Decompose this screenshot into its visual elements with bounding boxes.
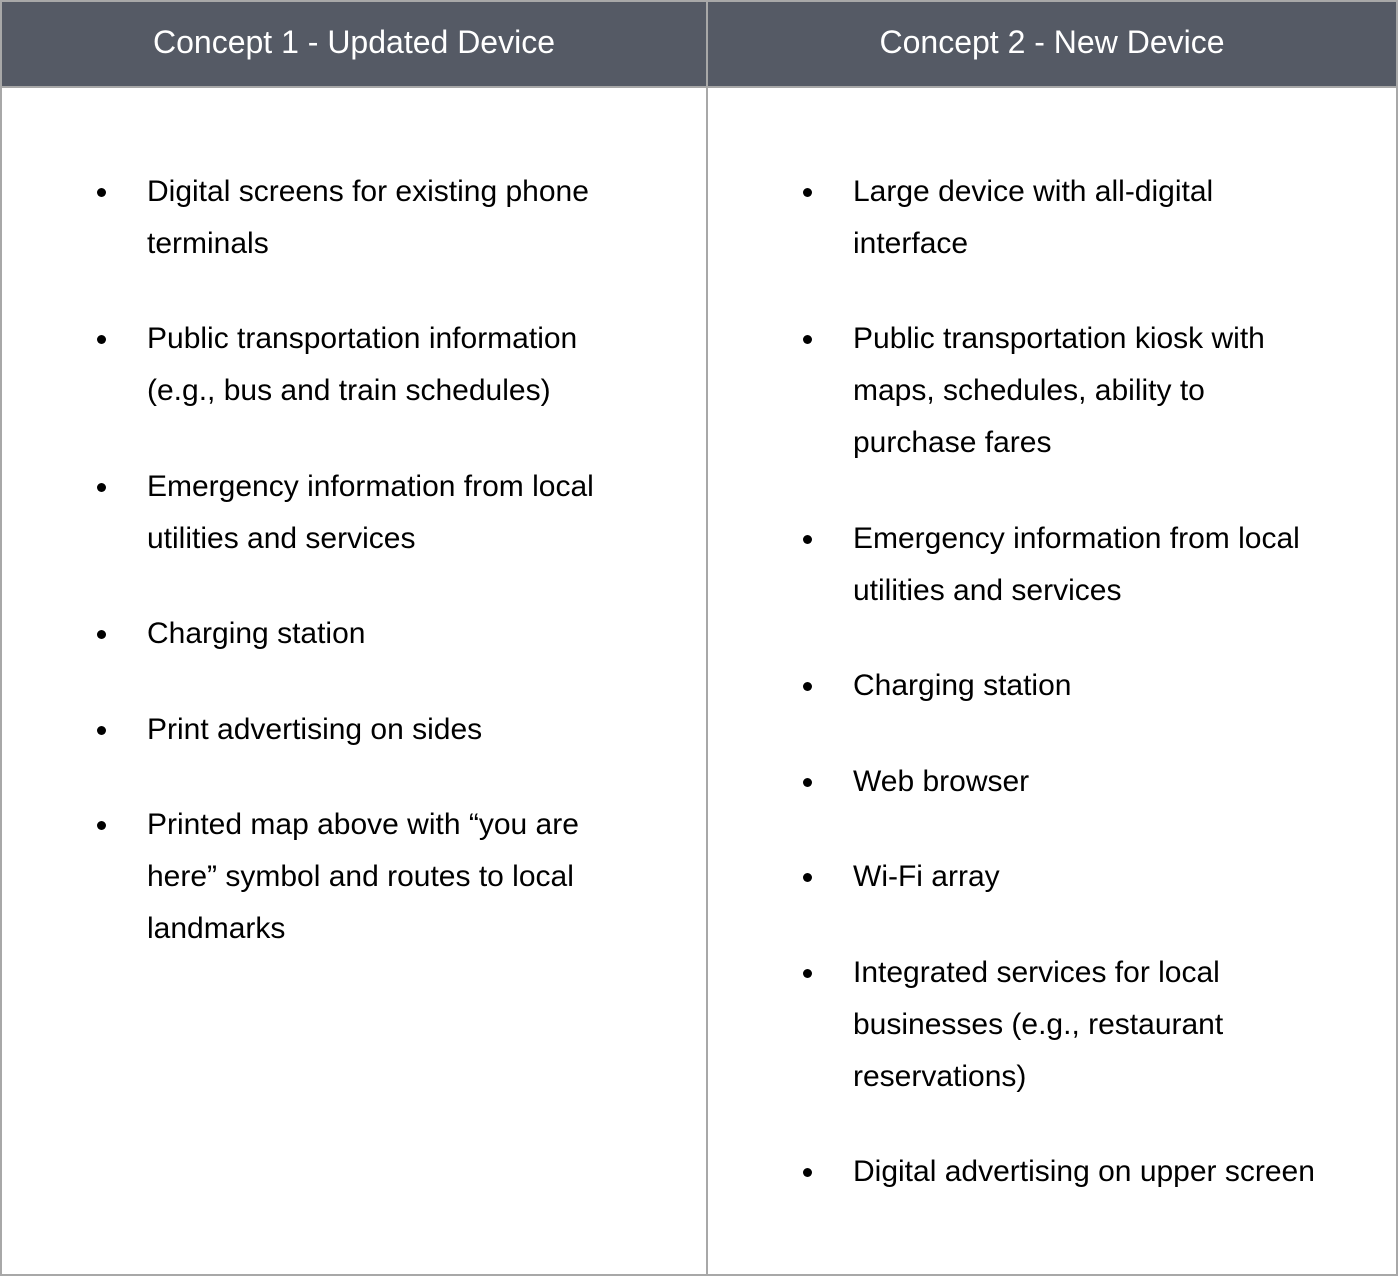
bullet-icon [97,821,106,830]
bullet-icon [803,682,812,691]
list-item-text: Integrated services for local businesses (e.g., restaurant reservations) [853,956,1224,1093]
bullet-icon [97,630,106,639]
bullet-icon [803,188,812,197]
column-header-concept-1: Concept 1 - Updated Device [153,24,555,60]
bullet-icon [803,335,812,344]
list-item-text: Large device with all-digital interface [853,175,1214,260]
bullet-icon [803,1168,812,1177]
list-item-text: Public transportation information (e.g., bus and train schedules) [147,322,578,407]
list-item-text: Print advertising on sides [147,713,483,746]
list-item-text: Digital advertising on upper screen [853,1155,1315,1188]
list-item-text: Emergency information from local utilities and services [147,470,594,555]
list-item-text: Emergency information from local utilities and services [853,522,1300,607]
bullet-icon [97,335,106,344]
bullet-icon [803,873,812,882]
list-item-text: Wi-Fi array [853,860,1000,893]
list-item-text: Charging station [853,669,1072,702]
table-header-row [2,2,1396,88]
list-item-text: Web browser [853,765,1030,798]
list-item-text: Public transportation kiosk with maps, schedules, ability to purchase fares [853,322,1265,459]
bullet-icon [97,726,106,735]
column-divider [706,2,708,1274]
list-item-text: Printed map above with “you are here” symbol and routes to local landmarks [147,808,579,945]
column-header-concept-2: Concept 2 - New Device [879,24,1225,60]
bullet-icon [803,778,812,787]
list-item-text: Digital screens for existing phone terminals [147,175,589,260]
bullet-icon [803,535,812,544]
list-item-text: Charging station [147,617,366,650]
bullet-icon [97,483,106,492]
bullet-icon [803,969,812,978]
bullet-icon [97,188,106,197]
